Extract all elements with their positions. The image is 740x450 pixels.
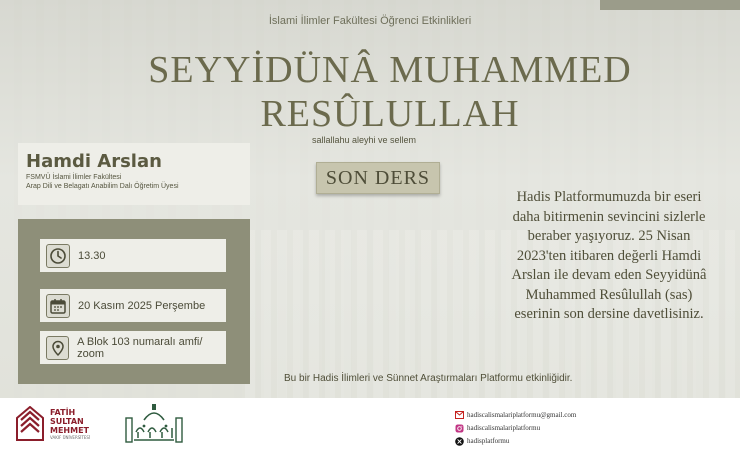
contact-email-text: hadiscalismalariplatformu@gmail.com [467,411,577,419]
footer-bar [0,398,740,450]
organizer-note: Bu bir Hadis İlimleri ve Sünnet Araştırmaları Platformu etkinliğidir. [284,373,573,384]
date-row [40,289,226,322]
speaker-affiliation: FSMVÜ İslami İlimler Fakültesi [26,174,122,181]
university-name: FATİH SULTAN MEHMET VAKIF ÜNİVERSİTESİ [50,408,91,440]
salawat-subtitle: sallallahu aleyhi ve sellem [312,135,417,145]
event-location: A Blok 103 numaralı amfi/ zoom [77,335,203,360]
event-description: Hadis Platformumuzda bir eseri daha bitirmenin sevincini sizlerle beraber yaşıyoruz. 25 Nisan 2023'ten itibaren değerli Hamdi Arslan ile devam eden Seyyidünâ Muhammed Resûlullah (sas) eserinin son dersine davetlisiniz. [511,189,707,322]
event-time: 13.30 [78,249,106,262]
speaker-name: Hamdi Arslan [26,151,162,172]
contact-x-text: hadisplatformu [467,437,510,445]
event-caption: İslami İlimler Fakültesi Öğrenci Etkinlikleri [268,15,472,27]
contact-instagram[interactable] [455,422,576,434]
title-line-1: SEYYİDÜNÂ MUHAMMED [148,49,632,91]
speaker-card [18,143,250,205]
instagram-icon [455,424,464,433]
time-row [40,239,226,272]
contact-list [455,409,576,448]
title-line-2: RESÛLULLAH [260,93,520,135]
location-row [40,331,226,364]
main-title [90,48,690,136]
fsmvu-logo-icon [16,406,44,442]
contact-instagram-text: hadiscalismalariplatformu [467,424,541,432]
calendar-icon [46,294,70,318]
top-right-bar [600,0,740,10]
x-icon [455,437,464,446]
contact-email[interactable] [455,409,576,421]
event-details-panel [18,219,250,384]
speaker-department: Arap Dili ve Belagatı Anabilim Dalı Öğretim Üyesi [26,183,179,190]
mail-icon [455,411,464,420]
event-date: 20 Kasım 2025 Perşembe [78,299,206,312]
hadis-platform-logo-icon [122,402,186,446]
son-ders-badge: SON DERS [316,162,440,194]
contact-x[interactable] [455,435,576,447]
clock-icon [46,244,70,268]
location-pin-icon [46,336,69,360]
